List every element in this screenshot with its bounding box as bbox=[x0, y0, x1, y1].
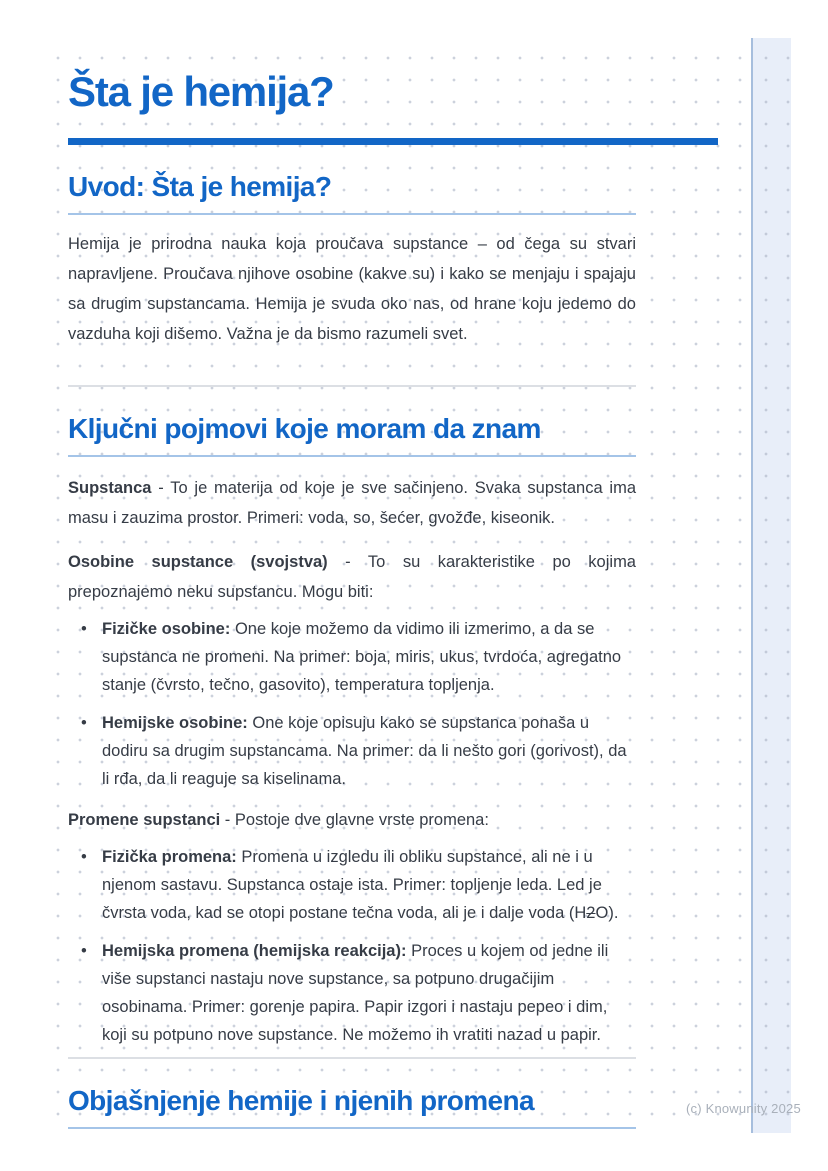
term-supstanca-text: - To je materija od koje je sve sačinjeno. Svaka supstanca ima masu i zauzima prostor. Primeri: voda, so, šećer, gvožđe, kiseonik. bbox=[68, 479, 636, 527]
section-heading-objasnjenje: Objašnjenje hemije i njenih promena bbox=[68, 1083, 636, 1129]
section-divider bbox=[68, 1057, 636, 1059]
list-item-text: One koje opisuju kako se supstanca ponaša u dodiru sa drugim supstancama. Na primer: da li nešto gori (gorivost), da li rđa, da li reaguje sa kiselinama. bbox=[102, 714, 627, 788]
term-osobine bbox=[68, 547, 636, 607]
bullet-icon: • bbox=[81, 942, 87, 960]
term-osobine-label: Osobine supstance (svojstva) bbox=[68, 553, 328, 571]
list-item-label: Fizička promena: bbox=[102, 848, 237, 866]
promene-bullet-list bbox=[68, 843, 636, 1049]
title-rule bbox=[68, 138, 718, 145]
term-osobine-text: - To su karakteristike po kojima prepoznajemo neku supstancu. Mogu biti: bbox=[68, 553, 636, 601]
list-item-text-end: O). bbox=[595, 904, 619, 922]
binding-strip bbox=[751, 38, 791, 1133]
section-divider bbox=[68, 385, 636, 387]
list-item-fizicke-osobine bbox=[68, 615, 636, 699]
section-heading-uvod: Uvod: Šta je hemija? bbox=[68, 169, 636, 215]
bullet-icon: • bbox=[81, 620, 87, 638]
term-supstanca-label: Supstanca bbox=[68, 479, 152, 497]
page-title: Šta je hemija? bbox=[68, 68, 334, 115]
section-heading-kljucni-pojmovi: Ključni pojmovi koje moram da znam bbox=[68, 411, 636, 457]
copyright-notice: (c) Knowunity 2025 bbox=[686, 1101, 801, 1116]
list-item-text: One koje možemo da vidimo ili izmerimo, a da se supstanca ne promeni. Na primer: boja, miris, ukus, tvrdoća, agregatno stanje (čvrsto, tečno, gasovito), temperatura topljenja. bbox=[102, 620, 622, 694]
bullet-icon: • bbox=[81, 714, 87, 732]
list-item-fizicka-promena bbox=[68, 843, 636, 927]
list-item-hemijska-promena bbox=[68, 937, 636, 1049]
term-promene-text: - Postoje dve glavne vrste promena: bbox=[220, 811, 489, 829]
osobine-bullet-list bbox=[68, 615, 636, 793]
list-item-label: Fizičke osobine: bbox=[102, 620, 231, 638]
list-item-text: Promena u izgledu ili obliku supstance, ali ne i u njenom sastavu. Supstanca ostaje ista. Primer: topljenje leda. Led je čvrsta voda, kad se otopi postane tečna voda, ali je i dalje voda (H bbox=[102, 848, 602, 922]
term-promene-label: Promene supstanci bbox=[68, 811, 221, 829]
term-promene bbox=[68, 805, 636, 835]
h2o-subscript-text: 2 bbox=[586, 904, 596, 922]
list-item-text: Proces u kojem od jedne ili više supstanci nastaju nove supstance, sa potpuno drugačijim osobinama. Primer: gorenje papira. Papir izgori i nastaju pepeo i dim, koji su potpuno nove supstance. Ne možemo ih vratiti nazad u papir. bbox=[102, 942, 609, 1044]
bullet-icon: • bbox=[81, 848, 87, 866]
term-supstanca bbox=[68, 473, 636, 533]
intro-paragraph: Hemija je prirodna nauka koja proučava supstance – od čega su stvari napravljene. Proučava njihove osobine (kakve su) i kako se menjaju i spajaju sa drugim supstancama. Hemija je svuda oko nas, od hrane koju jedemo do vazduha koji dišemo. Važna je da bismo razumeli svet. bbox=[68, 235, 636, 343]
list-item-hemijske-osobine bbox=[68, 709, 636, 793]
list-item-label: Hemijska promena (hemijska reakcija): bbox=[102, 942, 407, 960]
document-content bbox=[68, 38, 636, 1129]
list-item-label: Hemijske osobine: bbox=[102, 714, 248, 732]
notebook-paper bbox=[40, 38, 791, 1133]
